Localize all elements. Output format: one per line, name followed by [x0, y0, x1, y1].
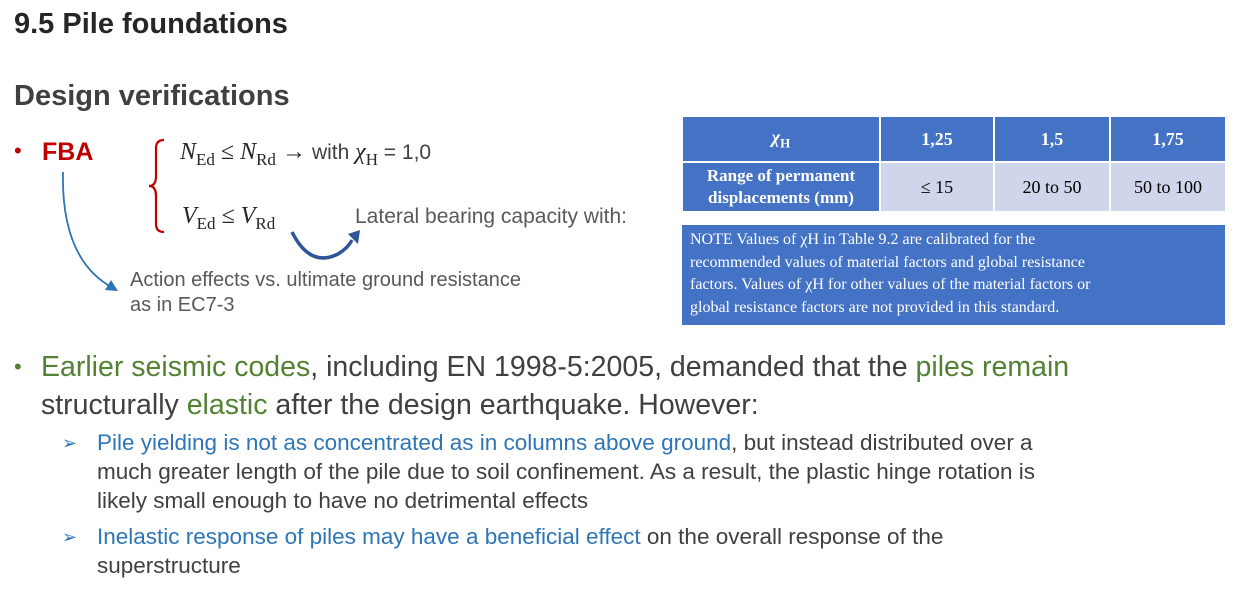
table-row — [682, 162, 1226, 212]
sub-bullet-text: Inelastic response of piles may have a beneficial effect on the overall response of the superstructure — [97, 524, 944, 578]
curly-brace-icon — [148, 138, 166, 234]
bullet-dot: • — [14, 354, 22, 379]
table-cell: 20 to 50 — [994, 162, 1110, 212]
equation-n: $N_{Ed} \le N_{Rd}$ → with $\chi_H = 1,0$ — [180, 139, 432, 169]
note-line: NOTE Values of χH in Table 9.2 are calibrated for the — [690, 231, 1036, 248]
equation-v: $V_{Ed} \le V_{Rd}$ — [182, 203, 276, 233]
note-line: factors. Values of χH for other values of the material factors or — [690, 276, 1091, 293]
table-header-cell: 1,5 — [994, 116, 1110, 162]
sub-bullet-text: Pile yielding is not as concentrated as in columns above ground, but instead distributed over a much greater length of the pile due to soil confinement. As a result, the plastic hinge rotation is likely small enough to have no detrimental effects — [97, 430, 1036, 513]
table-header-row — [682, 116, 1226, 162]
sub-bullet-yielding — [62, 428, 1232, 518]
fba-label: FBA — [42, 138, 94, 166]
table-note — [682, 225, 1225, 325]
note-line: recommended values of material factors and global resistance — [690, 253, 1085, 271]
lateral-label: Lateral bearing capacity with: — [355, 205, 627, 228]
fba-bullet: • — [14, 138, 22, 163]
table-header-cell: 1,25 — [880, 116, 994, 162]
table-cell: ≤ 15 — [880, 162, 994, 212]
section-title: Design verifications — [14, 80, 290, 112]
arrow-down-icon — [55, 170, 130, 300]
action-effects-text: Action effects vs. ultimate ground resistance as in EC7-3 — [130, 269, 521, 316]
sub-bullet-inelastic — [62, 522, 1232, 582]
arrow-bullet-icon: ➢ — [62, 527, 78, 547]
note-line: global resistance factors are not provided in this standard. — [690, 298, 1060, 316]
table-header-cell: 1,75 — [1110, 116, 1226, 162]
chi-table — [681, 115, 1227, 213]
table-cell: 50 to 100 — [1110, 162, 1226, 212]
table-row-label: Range of permanent displacements (mm) — [682, 162, 880, 212]
bullet-text: Earlier seismic codes, including EN 1998-5:2005, demanded that the piles remain structurally elastic after the design earthquake. However: — [41, 351, 1070, 421]
table-header-symbol: $\chi_H$ — [682, 116, 880, 162]
page-title: 9.5 Pile foundations — [14, 8, 288, 40]
arrow-bullet-icon: ➢ — [62, 433, 78, 453]
curved-arrow-icon — [280, 226, 370, 266]
